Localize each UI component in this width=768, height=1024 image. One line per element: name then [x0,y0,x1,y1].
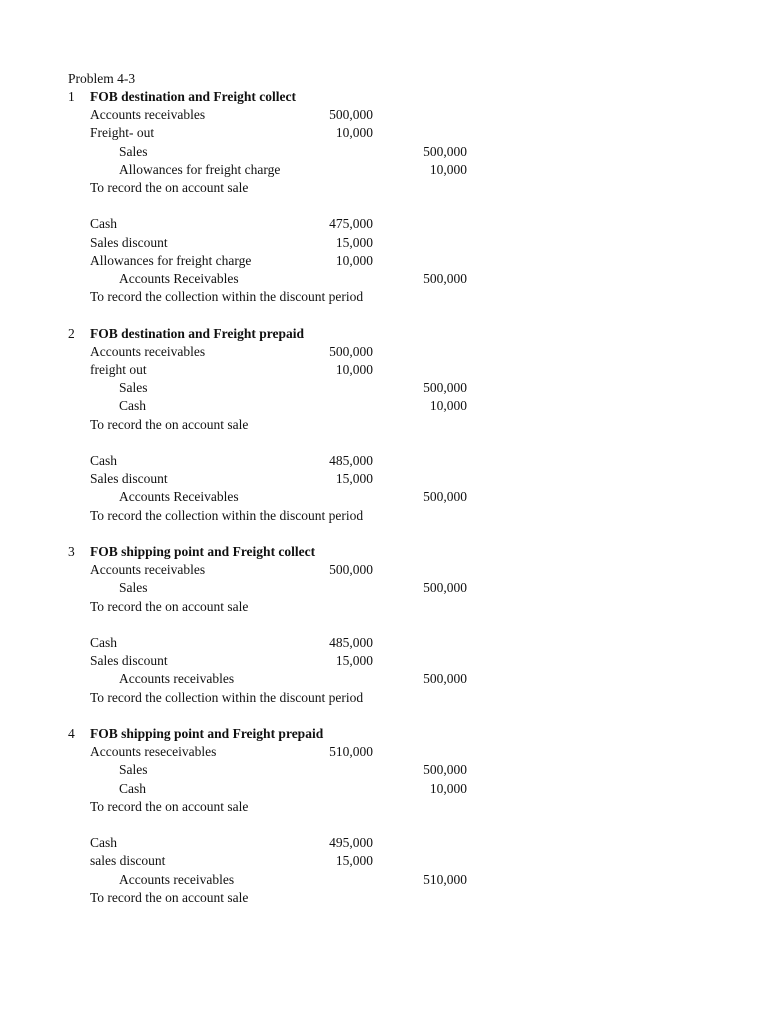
journal-line [0,252,768,270]
journal-line [0,397,768,415]
account-name: Sales discount [90,653,168,669]
account-name: Sales [119,380,148,396]
debit-amount: 510,000 [329,744,373,760]
credit-amount: 10,000 [429,161,467,177]
journal-line [0,852,768,870]
debit-amount: 500,000 [329,562,373,578]
debit-amount: 495,000 [329,835,373,851]
debit-amount: 485,000 [329,635,373,650]
account-name: Accounts Receivables [119,271,239,286]
account-name: Sales discount [90,234,168,250]
journal-line [0,470,768,488]
account-name: Accounts Receivables [119,489,239,505]
problem-number: 3 [68,544,75,559]
journal-memo-row [0,689,768,707]
journal-memo-row [0,598,768,616]
entry-memo: To record the on account sale [90,598,249,614]
journal-line [0,379,768,397]
journal-line [0,652,768,670]
problem-heading-row [0,543,768,561]
problem-number: 1 [68,89,75,104]
credit-amount: 500,000 [423,762,467,778]
journal-line [0,452,768,470]
journal-line [0,143,768,161]
journal-line [0,270,768,288]
credit-amount: 10,000 [429,780,467,796]
entry-memo: To record the collection within the discount period [90,689,364,705]
page-title: Problem 4-3 [68,71,136,86]
account-name: Sales discount [90,471,168,487]
credit-amount: 500,000 [423,271,467,286]
entry-memo: To record the collection within the discount period [90,507,364,523]
debit-amount: 15,000 [335,853,373,869]
journal-line [0,161,768,179]
credit-amount: 500,000 [423,671,467,687]
debit-amount: 500,000 [329,343,373,359]
account-name: Sales [119,143,148,159]
journal-line [0,670,768,688]
account-name: Accounts receivables [119,871,235,887]
credit-amount: 10,000 [429,398,467,414]
account-name: Sales [119,762,148,778]
account-name: Accounts receivables [90,107,206,123]
account-name: Cash [119,780,146,796]
journal-line [0,761,768,779]
journal-line [0,215,768,233]
journal-line [0,124,768,142]
journal-line [0,234,768,252]
journal-memo-row [0,507,768,525]
account-name: Sales [119,580,148,596]
journal-memo-row [0,798,768,816]
debit-amount: 10,000 [335,362,373,377]
journal-line [0,834,768,852]
account-name: Accounts receivables [119,671,235,687]
journal-line [0,488,768,506]
debit-amount: 10,000 [335,252,373,268]
journal-memo-row [0,416,768,434]
journal-line [0,780,768,798]
credit-amount: 500,000 [423,143,467,159]
entry-memo: To record the collection within the discount period [90,289,364,305]
problem-number: 2 [68,325,75,341]
journal-line [0,579,768,597]
problem-heading: FOB destination and Freight prepaid [90,325,305,341]
debit-amount: 15,000 [335,471,373,487]
journal-line [0,743,768,761]
account-name: Cash [119,398,146,414]
debit-amount: 15,000 [335,234,373,250]
account-name: Cash [90,835,117,851]
entry-memo: To record the on account sale [90,889,249,905]
problem-heading-row [0,88,768,106]
credit-amount: 510,000 [423,871,467,887]
journal-line [0,361,768,379]
account-name: Accounts receivables [90,562,206,578]
problem-heading: FOB shipping point and Freight collect [90,544,316,559]
entry-memo: To record the on account sale [90,416,249,432]
debit-amount: 500,000 [329,107,373,123]
entry-memo: To record the on account sale [90,798,249,814]
journal-memo-row [0,889,768,907]
journal-line [0,634,768,652]
entry-memo: To record the on account sale [90,180,249,195]
journal-line [0,871,768,889]
journal-line [0,561,768,579]
account-name: Accounts receivables [90,343,206,359]
journal-line [0,106,768,124]
account-name: Cash [90,635,117,650]
journal-memo-row [0,179,768,197]
account-name: Cash [90,453,117,468]
account-name: Accounts reseceivables [90,744,217,760]
debit-amount: 10,000 [335,125,373,141]
account-name: Freight- out [90,125,155,141]
account-name: sales discount [90,853,166,869]
problem-heading-row [0,325,768,343]
problem-heading: FOB destination and Freight collect [90,89,296,104]
credit-amount: 500,000 [423,489,467,505]
credit-amount: 500,000 [423,380,467,396]
journal-memo-row [0,288,768,306]
account-name: freight out [90,362,147,377]
debit-amount: 485,000 [329,453,373,468]
journal-line [0,343,768,361]
account-name: Allowances for freight charge [119,161,281,177]
account-name: Cash [90,216,117,232]
debit-amount: 15,000 [335,653,373,669]
problem-heading-row [0,725,768,743]
title-row [0,70,768,88]
debit-amount: 475,000 [329,216,373,232]
problem-number: 4 [68,726,75,741]
problem-heading: FOB shipping point and Freight prepaid [90,726,324,741]
account-name: Allowances for freight charge [90,252,252,268]
credit-amount: 500,000 [423,580,467,596]
